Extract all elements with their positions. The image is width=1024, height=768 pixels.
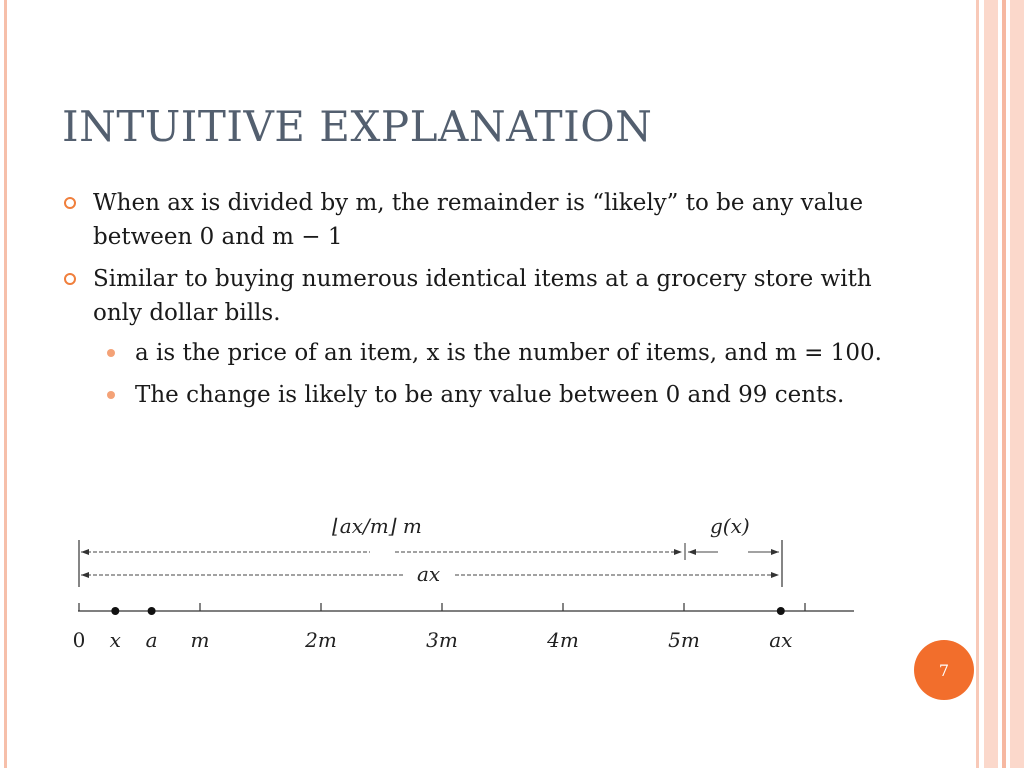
point-marker: [111, 607, 119, 615]
point-label: x: [109, 628, 121, 652]
tick-label: 4m: [547, 628, 579, 652]
left-border: [4, 0, 7, 768]
sub-bullet-list: [103, 336, 892, 412]
arrow-head-icon: [674, 549, 682, 555]
point-marker: [777, 607, 785, 615]
arrow-head-icon: [771, 549, 779, 555]
stripe: [976, 0, 979, 768]
point-label: ax: [769, 628, 793, 652]
tick-label: 0: [72, 628, 86, 652]
bullet-circle-icon: [64, 273, 76, 285]
stripe: [1002, 0, 1006, 768]
sub-bullet-dot-icon: [107, 391, 115, 399]
bullet-text: When ax is divided by m, the remainder is “likely” to be any value between 0 and m − 1: [93, 190, 864, 250]
point-label: a: [145, 628, 158, 652]
right-decorative-stripes: [976, 0, 1024, 768]
point-marker: [148, 607, 156, 615]
ticks-layer: [73, 603, 805, 652]
bullet-item: [62, 186, 892, 254]
tick-label: 3m: [426, 628, 458, 652]
bullet-item: [62, 262, 892, 412]
tick-label: 2m: [305, 628, 337, 652]
stripe: [984, 0, 998, 768]
arrow-head-icon: [81, 549, 89, 555]
bullet-list: [62, 186, 892, 420]
arrow-head-icon: [771, 572, 779, 578]
bullet-text: Similar to buying numerous identical items at a grocery store with only dollar bills.: [93, 266, 872, 326]
sub-bullet-item: [103, 378, 915, 412]
arrow-head-icon: [688, 549, 696, 555]
sub-bullet-text: The change is likely to be any value between 0 and 99 cents.: [135, 382, 845, 408]
gx-label: g(x): [710, 514, 750, 538]
sub-bullet-item: [103, 336, 915, 370]
floor-span-label: ⌊ax/m⌋ m: [332, 514, 422, 538]
bullet-circle-icon: [64, 197, 76, 209]
sub-bullet-text: a is the price of an item, x is the number of items, and m = 100.: [135, 340, 882, 366]
slide-title: INTUITIVE EXPLANATION: [62, 102, 653, 151]
tick-label: 5m: [668, 628, 700, 652]
arrow-head-icon: [81, 572, 89, 578]
page-number: 7: [938, 660, 950, 680]
stripe: [1010, 0, 1024, 768]
ax-span-label: ax: [417, 562, 441, 586]
sub-bullet-dot-icon: [107, 349, 115, 357]
number-line-diagram: [60, 505, 870, 660]
page-number-badge: [914, 640, 974, 700]
tick-label: m: [190, 628, 210, 652]
